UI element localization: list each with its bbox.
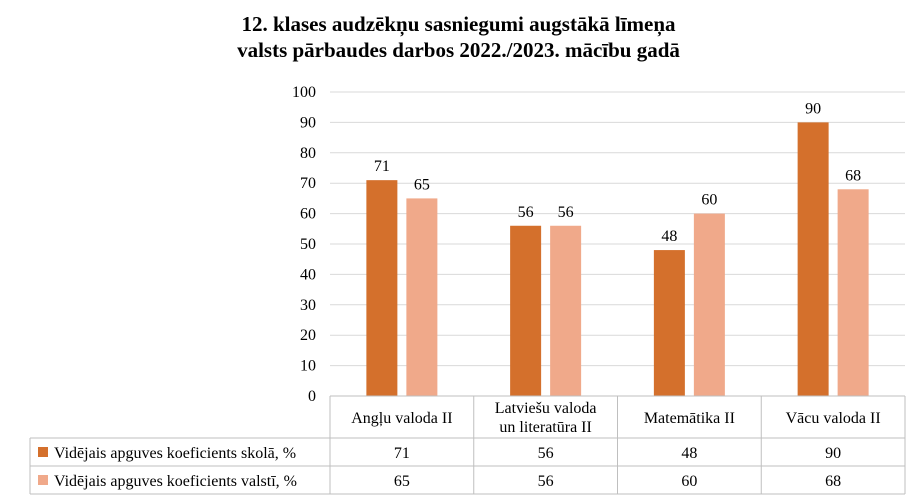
table-value: 71	[393, 445, 410, 462]
bar-school	[366, 180, 397, 396]
category-label: Matemātika II	[643, 410, 735, 427]
table-value: 60	[681, 473, 698, 490]
data-label: 48	[661, 228, 678, 246]
legend-series-name: Vidējais apguves koeficients skolā, %	[54, 445, 297, 462]
y-tick-label: 0	[308, 388, 316, 405]
y-tick-label: 50	[300, 236, 316, 253]
chart-title-line-2: valsts pārbaudes darbos 2022./2023. mācību gadā	[237, 38, 680, 62]
data-label: 56	[517, 203, 534, 221]
bar-school	[510, 226, 541, 396]
bar-country	[550, 226, 581, 396]
y-tick-label: 40	[300, 266, 316, 284]
category-label: un literatūra II	[499, 419, 592, 436]
data-label: 71	[373, 158, 390, 176]
y-tick-label: 20	[300, 327, 316, 345]
table-value: 56	[537, 473, 554, 490]
bar-country	[406, 198, 437, 396]
bar-country	[694, 214, 725, 396]
y-tick-label: 30	[300, 296, 316, 314]
y-tick-label: 70	[300, 175, 316, 193]
legend-series-name: Vidējais apguves koeficients valstī, %	[54, 473, 297, 490]
data-label: 65	[413, 176, 430, 194]
data-label: 90	[805, 100, 822, 118]
y-tick-label: 100	[292, 84, 316, 101]
table-value: 68	[825, 473, 842, 490]
category-label: Vācu valoda II	[785, 410, 881, 427]
table-value: 56	[537, 445, 554, 462]
y-tick-label: 10	[300, 357, 316, 375]
data-label: 56	[557, 203, 574, 221]
y-tick-label: 60	[300, 205, 316, 223]
legend-key-country	[38, 475, 48, 485]
chart-title-line-1: 12. klases audzēkņu sasniegumi augstākā līmeņa	[241, 12, 676, 36]
y-tick-label: 80	[300, 144, 316, 162]
data-label: 68	[845, 167, 862, 185]
table-value: 90	[825, 445, 842, 462]
y-tick-label: 90	[300, 114, 316, 132]
bar-school	[798, 122, 829, 396]
data-label: 60	[701, 191, 718, 209]
table-value: 48	[681, 445, 698, 462]
table-value: 65	[393, 473, 410, 490]
bar-school	[654, 250, 685, 396]
bar-country	[838, 189, 869, 396]
legend-key-school	[38, 447, 48, 457]
category-label: Latviešu valoda	[494, 400, 597, 417]
category-label: Angļu valoda II	[351, 410, 453, 427]
